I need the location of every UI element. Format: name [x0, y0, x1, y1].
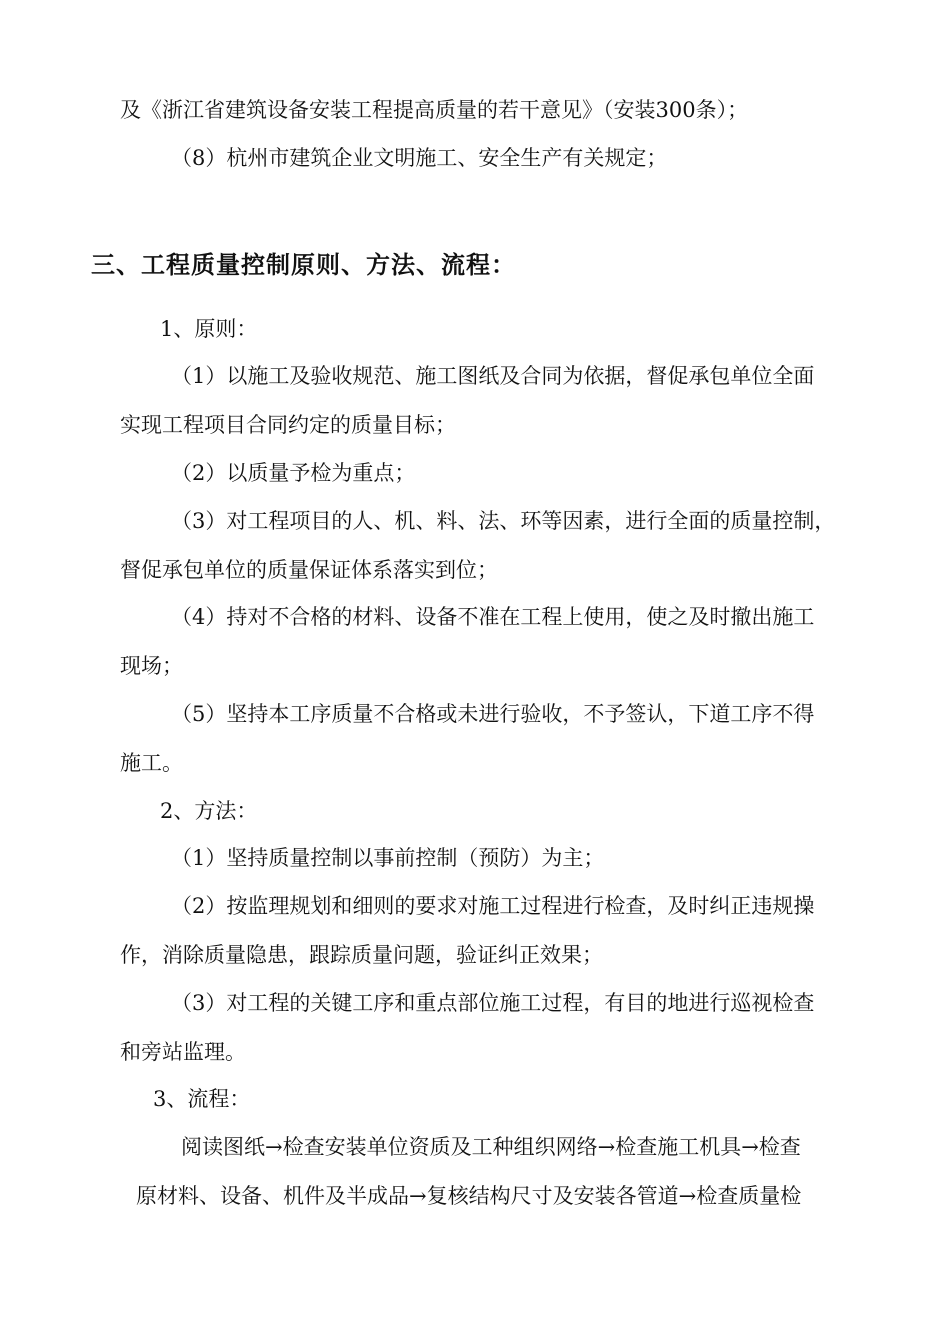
section-heading: 三、工程质量控制原则、方法、流程： — [91, 251, 516, 279]
principle-5-line-2: 施工。 — [120, 751, 183, 775]
principle-3-line-1: （3）对工程项目的人、机、料、法、环等因素，进行全面的质量控制， — [171, 509, 836, 533]
intro-line-2: （8）杭州市建筑企业文明施工、安全生产有关规定； — [171, 146, 668, 170]
method-3-line-1: （3）对工程的关键工序和重点部位施工过程，有目的地进行巡视检查 — [171, 991, 815, 1015]
method-3-line-2: 和旁站监理。 — [120, 1040, 246, 1064]
process-title: 3、流程： — [153, 1087, 251, 1111]
principle-1-line-2: 实现工程项目合同约定的质量目标； — [120, 413, 456, 437]
process-line-1: 阅读图纸→检查安装单位资质及工种组织网络→检查施工机具→检查 — [181, 1135, 801, 1159]
principles-title: 1、原则： — [160, 317, 258, 341]
methods-title: 2、方法： — [160, 799, 258, 823]
intro-line-1: 及《浙江省建筑设备安装工程提高质量的若干意见》（安装300条）； — [120, 98, 749, 122]
principle-1-line-1: （1）以施工及验收规范、施工图纸及合同为依据，督促承包单位全面 — [171, 364, 815, 388]
method-2-line-1: （2）按监理规划和细则的要求对施工过程进行检查，及时纠正违规操 — [171, 894, 815, 918]
principle-2: （2）以质量予检为重点； — [171, 461, 416, 485]
principle-3-line-2: 督促承包单位的质量保证体系落实到位； — [120, 558, 498, 582]
method-2-line-2: 作，消除质量隐患，跟踪质量问题，验证纠正效果； — [120, 943, 603, 967]
principle-4-line-1: （4）持对不合格的材料、设备不准在工程上使用，使之及时撤出施工 — [171, 605, 815, 629]
method-1: （1）坚持质量控制以事前控制（预防）为主； — [171, 846, 605, 870]
principle-4-line-2: 现场； — [120, 654, 183, 678]
process-line-2: 原材料、设备、机件及半成品→复核结构尺寸及安装各管道→检查质量检 — [136, 1184, 802, 1208]
principle-5-line-1: （5）坚持本工序质量不合格或未进行验收，不予签认，下道工序不得 — [171, 702, 815, 726]
